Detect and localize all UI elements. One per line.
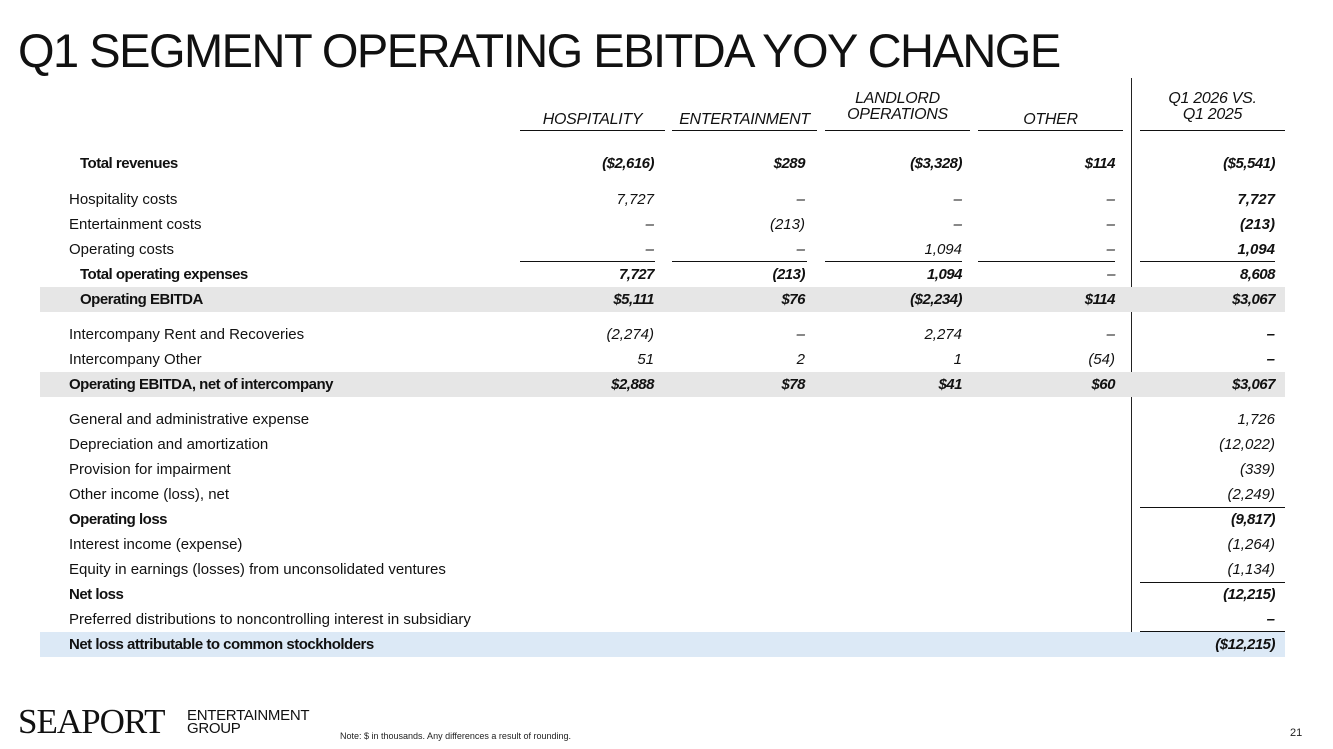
- value-total: (1,134): [1227, 561, 1275, 578]
- row-depreciation: [40, 432, 1285, 457]
- value-total: 1,094: [1237, 241, 1275, 258]
- value-hospitality: ($2,616): [602, 155, 654, 172]
- footnote: Note: $ in thousands. Any differences a result of rounding.: [340, 731, 571, 741]
- header-comparison: Q1 2026 VS. Q1 2025: [1168, 90, 1257, 123]
- value-landlord: ($3,328): [910, 155, 962, 172]
- header-rule-entertainment: [672, 130, 817, 131]
- value-hospitality: –: [645, 241, 654, 258]
- value-total: (1,264): [1227, 536, 1275, 553]
- row-operating-ebitda: [40, 287, 1285, 312]
- value-hospitality: 7,727: [618, 266, 654, 283]
- value-landlord: 2,274: [924, 326, 962, 343]
- value-landlord: 1,094: [926, 266, 962, 283]
- row-intercompany-rent: [40, 322, 1285, 347]
- header-rule-landlord: [825, 130, 970, 131]
- value-total: (2,249): [1227, 486, 1275, 503]
- row-label: Provision for impairment: [69, 461, 231, 478]
- row-total-revenues: [40, 151, 1285, 176]
- row-label: Depreciation and amortization: [69, 436, 269, 453]
- row-interest-income: [40, 532, 1285, 557]
- value-other: $114: [1084, 155, 1115, 172]
- value-other: (54): [1088, 351, 1115, 368]
- value-total: –: [1266, 611, 1275, 628]
- row-total-operating-expenses: [40, 262, 1285, 287]
- value-total: (12,022): [1219, 436, 1275, 453]
- header-landlord-operations: LANDLORD OPERATIONS: [847, 90, 948, 123]
- row-hospitality-costs: [40, 187, 1285, 212]
- row-operating-costs: [40, 237, 1285, 262]
- value-hospitality: 7,727: [616, 191, 654, 208]
- header-hospitality: HOSPITALITY: [542, 111, 643, 128]
- value-entertainment: (213): [772, 266, 805, 283]
- header-rule-other: [978, 130, 1123, 131]
- value-hospitality: 51: [637, 351, 654, 368]
- value-total: $3,067: [1232, 291, 1275, 308]
- value-landlord: –: [953, 191, 962, 208]
- row-label: Operating EBITDA: [80, 291, 203, 308]
- row-operating-loss: [40, 507, 1285, 532]
- logo-wordmark: SEAPORT: [18, 702, 165, 741]
- value-landlord: 1: [953, 351, 962, 368]
- value-entertainment: $76: [781, 291, 805, 308]
- row-impairment: [40, 457, 1285, 482]
- value-entertainment: –: [796, 191, 805, 208]
- row-net-loss-common: [40, 632, 1285, 657]
- value-total: $3,067: [1232, 376, 1275, 393]
- value-total: (339): [1239, 461, 1275, 478]
- value-other: –: [1106, 191, 1115, 208]
- value-total: –: [1266, 351, 1275, 368]
- value-total: –: [1266, 326, 1275, 343]
- value-entertainment: 2: [796, 351, 805, 368]
- page-title: Q1 SEGMENT OPERATING EBITDA YOY CHANGE: [18, 24, 1060, 77]
- row-label: Entertainment costs: [69, 216, 202, 233]
- value-total: (9,817): [1230, 511, 1275, 528]
- value-hospitality: $2,888: [611, 376, 654, 393]
- value-other: –: [1107, 266, 1115, 283]
- row-label: Intercompany Rent and Recoveries: [69, 326, 305, 343]
- row-operating-ebitda-net: [40, 372, 1285, 397]
- header-rule-comparison: [1140, 130, 1285, 131]
- value-hospitality: (2,274): [606, 326, 654, 343]
- row-label: General and administrative expense: [69, 411, 310, 428]
- value-entertainment: $78: [781, 376, 805, 393]
- row-intercompany-other: [40, 347, 1285, 372]
- value-other: $60: [1091, 376, 1115, 393]
- value-hospitality: –: [645, 216, 654, 233]
- value-hospitality: $5,111: [613, 291, 654, 308]
- row-label: Other income (loss), net: [69, 486, 230, 503]
- value-other: –: [1106, 241, 1115, 258]
- row-preferred-distributions: [40, 607, 1285, 632]
- row-entertainment-costs: [40, 212, 1285, 237]
- value-total: ($5,541): [1223, 155, 1275, 172]
- value-landlord: 1,094: [924, 241, 962, 258]
- value-total: 1,726: [1237, 411, 1275, 428]
- value-entertainment: –: [796, 241, 805, 258]
- row-label: Intercompany Other: [69, 351, 202, 368]
- value-total: (213): [1239, 216, 1275, 233]
- row-label: Net loss: [69, 586, 124, 603]
- value-landlord: $41: [938, 376, 962, 393]
- row-label: Total operating expenses: [80, 266, 248, 283]
- row-general-administrative: [40, 407, 1285, 432]
- row-label: Net loss attributable to common stockholders: [69, 636, 374, 653]
- value-entertainment: –: [796, 326, 805, 343]
- row-net-loss: [40, 582, 1285, 607]
- header-other: OTHER: [1023, 111, 1078, 128]
- value-total: (12,215): [1223, 586, 1275, 603]
- logo-subtitle: ENTERTAINMENT GROUP: [187, 707, 310, 737]
- row-label: Operating loss: [69, 511, 168, 528]
- header-rule-hospitality: [520, 130, 665, 131]
- row-equity-earnings: [40, 557, 1285, 582]
- value-other: –: [1106, 326, 1115, 343]
- value-other: –: [1106, 216, 1115, 233]
- row-label: Operating EBITDA, net of intercompany: [69, 376, 334, 393]
- page-number: 21: [1290, 727, 1303, 739]
- value-total: 8,608: [1239, 266, 1275, 283]
- value-landlord: –: [953, 216, 962, 233]
- value-other: $114: [1084, 291, 1115, 308]
- value-landlord: ($2,234): [910, 291, 962, 308]
- value-entertainment: $289: [773, 155, 805, 172]
- row-label: Operating costs: [69, 241, 175, 258]
- row-label: Interest income (expense): [69, 536, 243, 553]
- value-entertainment: (213): [769, 216, 805, 233]
- header-entertainment: ENTERTAINMENT: [679, 111, 810, 128]
- row-label: Total revenues: [80, 155, 178, 172]
- value-total: 7,727: [1237, 191, 1275, 208]
- row-label: Hospitality costs: [69, 191, 178, 208]
- row-label: Preferred distributions to noncontrolling interest in subsidiary: [69, 611, 471, 628]
- row-other-income: [40, 482, 1285, 507]
- row-label: Equity in earnings (losses) from unconsolidated ventures: [69, 561, 446, 578]
- value-total: ($12,215): [1215, 636, 1275, 653]
